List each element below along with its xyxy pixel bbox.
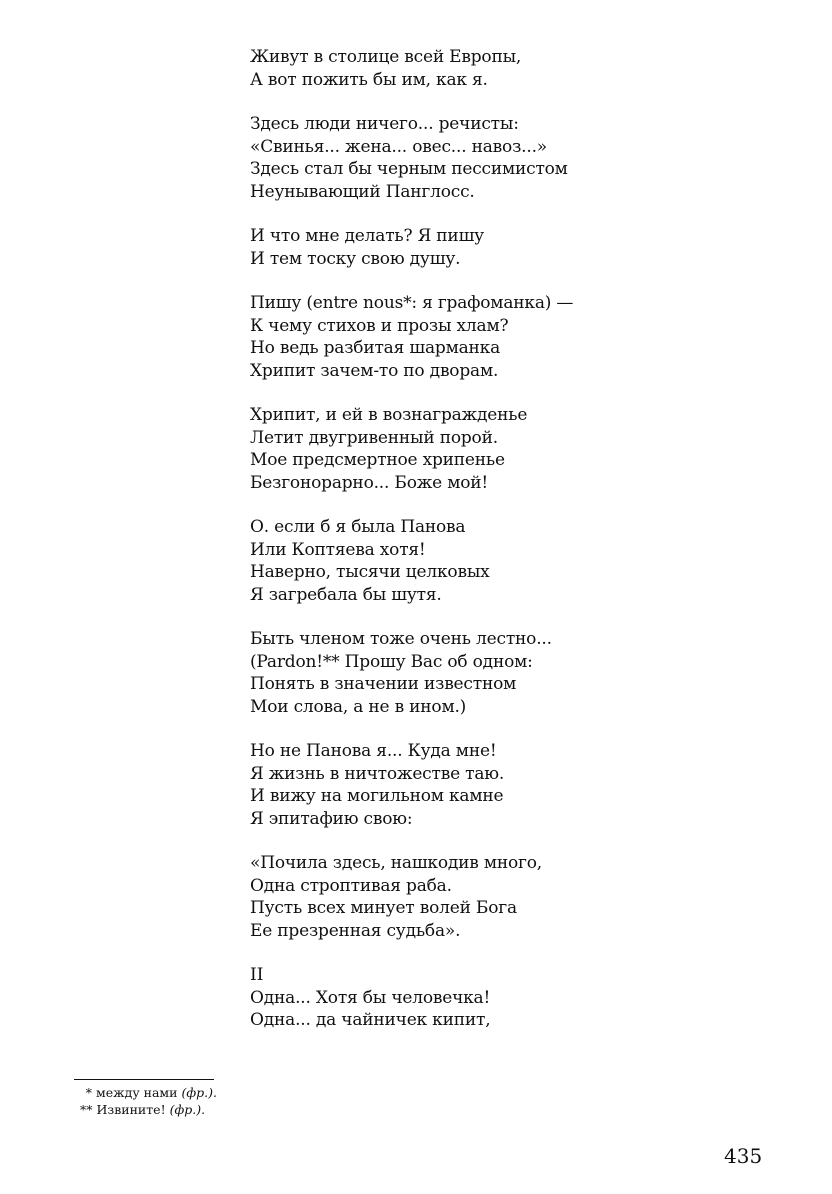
stanza-section-two	[250, 964, 770, 1032]
stanza-9	[250, 852, 770, 942]
poem-line: Но не Панова я... Куда мне!	[250, 741, 497, 761]
footnote-1	[80, 1084, 217, 1101]
poem-line: Хрипит, и ей в вознагражденье	[250, 405, 528, 425]
poem-line: Летит двугривенный порой.	[250, 427, 498, 448]
poem-line: «Почила здесь, нашкодив много,	[250, 853, 542, 873]
poem-line: Неунывающий Панглосс.	[250, 181, 475, 202]
poem-line: Пишу (entre nous*: я графоманка) —	[250, 293, 574, 313]
poem-body	[250, 46, 770, 1054]
poem-line: Хрипит зачем-то по дворам.	[250, 360, 499, 381]
poem-line: Быть членом тоже очень лестно...	[250, 629, 552, 649]
poem-line: Мое предсмертное хрипенье	[250, 450, 505, 470]
poem-line: Живут в столице всей Европы,	[250, 47, 522, 67]
footnote-marker: *	[85, 1085, 92, 1100]
poem-line: Я загребала бы шутя.	[250, 584, 442, 605]
stanza-4	[250, 292, 770, 382]
poem-line: Одна... Хотя бы человечка!	[250, 987, 491, 1008]
stanza-8	[250, 740, 770, 830]
footnote-divider	[74, 1079, 214, 1080]
page-number: 435	[724, 1144, 763, 1168]
stanza-5	[250, 404, 770, 494]
poem-line: Понять в значении известном	[250, 674, 517, 694]
poem-line: Наверно, тысячи целковых	[250, 562, 490, 582]
poem-line: Или Коптяева хотя!	[250, 539, 426, 560]
poem-line: Но ведь разбитая шарманка	[250, 338, 501, 358]
poem-line: И что мне делать? Я пишу	[250, 226, 484, 246]
footnotes	[80, 1084, 217, 1118]
poem-line: Пусть всех минует волей Бога	[250, 898, 517, 918]
stanza-1	[250, 46, 770, 91]
poem-line: И тем тоску свою душу.	[250, 248, 461, 269]
footnote-2	[80, 1101, 217, 1118]
poem-line: А вот пожить бы им, как я.	[250, 69, 488, 90]
stanza-2	[250, 113, 770, 203]
stanza-6	[250, 516, 770, 606]
stanza-7	[250, 628, 770, 718]
poem-line: К чему стихов и прозы хлам?	[250, 315, 509, 336]
poem-line: Безгонорарно... Боже мой!	[250, 472, 489, 493]
poem-line: Здесь люди ничего... речисты:	[250, 114, 519, 134]
footnote-marker: **	[80, 1102, 93, 1117]
poem-line: О. если б я была Панова	[250, 517, 466, 537]
stanza-3	[250, 225, 770, 270]
poem-line: Одна строптивая раба.	[250, 875, 452, 896]
poem-line: «Свинья... жена... овес... навоз...»	[250, 136, 547, 157]
footnote-language-note: (фр.).	[169, 1102, 206, 1117]
poem-line: Мои слова, а не в ином.)	[250, 696, 467, 717]
poem-line: Одна... да чайничек кипит,	[250, 1010, 491, 1030]
poem-line: Здесь стал бы черным пессимистом	[250, 159, 568, 179]
poem-line: Я жизнь в ничтожестве таю.	[250, 763, 505, 784]
poem-line: Я эпитафию свою:	[250, 808, 413, 829]
poem-line: (Pardon!** Прошу Вас об одном:	[250, 651, 533, 672]
poem-line: Ее презренная судьба».	[250, 920, 461, 941]
section-number: II	[250, 965, 264, 985]
footnote-text: Извините!	[96, 1102, 166, 1117]
poem-line: И вижу на могильном камне	[250, 786, 504, 806]
footnote-text: между нами	[96, 1085, 178, 1100]
footnote-language-note: (фр.).	[181, 1085, 217, 1100]
